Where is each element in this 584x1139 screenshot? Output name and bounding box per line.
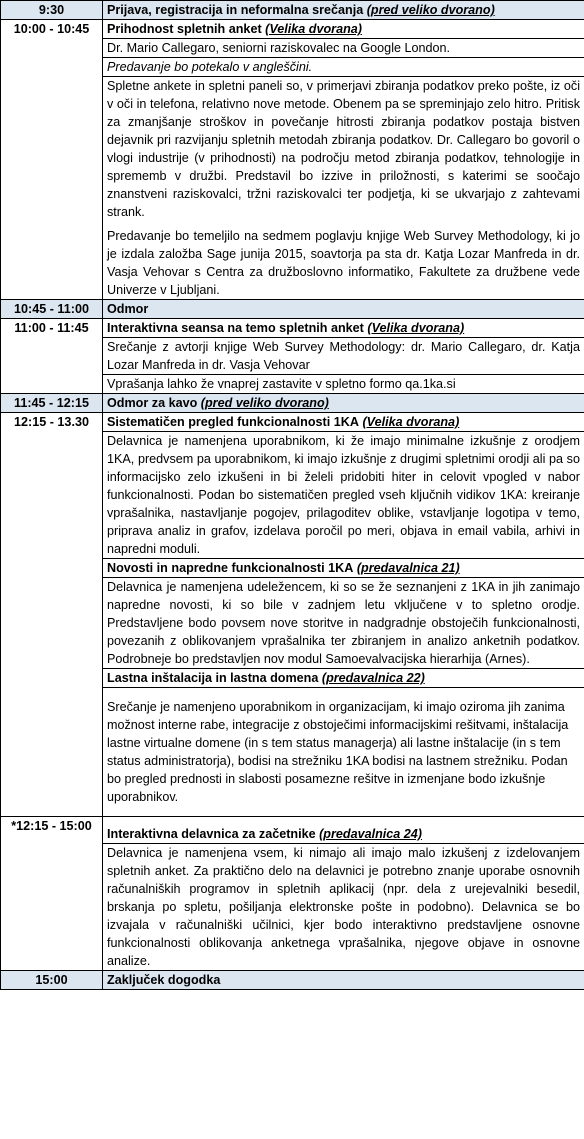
time-cell: 11:45 - 12:15 [1, 394, 103, 413]
session-title-cell [103, 1, 584, 20]
session-title: Prijava, registracija in neformalna srečanja [107, 3, 364, 17]
time-cell: 11:00 - 11:45 [1, 319, 103, 394]
session-title-cell [103, 413, 584, 432]
session-description: Delavnica je namenjena vsem, ki nimajo ali imajo malo izkušenj z izdelovanjem spletnih anket. Za praktično delo na delavnici je potrebno znanje uporabe osnovnih računalniških programov in spletnih aplikacij (npr. dela z urejevalniki besedil, brskanja po spletu, pošiljanja elektronske pošte in podobno). Delavnica se bo izvajala v računalniški učilnici, kjer bodo interaktivno predstavljene osnovne funkcionalnosti oblikovanja anketnega vprašalnika, njegove objave in osnovne analize. [103, 844, 584, 971]
session-title-cell [103, 817, 584, 844]
session-location: (pred veliko dvorano) [200, 396, 329, 410]
session-title: Odmor za kavo [107, 396, 198, 410]
session-location: (predavalnica 24) [319, 827, 423, 841]
row-future-web-surveys-title [1, 20, 584, 39]
description-paragraph-2: Predavanje bo temeljilo na sedmem poglavju knjige Web Survey Methodology, ki jo je izdala založba Sage junija 2015, soavtorja pa sta dr. Katja Lozar Manfreda in dr. Vasja Vehovar s Centra za družboslovno informatiko, Fakultete za družbene vede Univerze v Ljubljani. [107, 229, 580, 297]
row-workshop-1-title [1, 413, 584, 432]
session-location: (pred veliko dvorano) [366, 3, 495, 17]
session-title: Lastna inštalacija in lastna domena [107, 671, 319, 685]
session-description [103, 77, 584, 300]
time-cell: *12:15 - 15:00 [1, 817, 103, 971]
session-title: Sistematičen pregled funkcionalnosti 1KA [107, 415, 359, 429]
language-note: Predavanje bo potekalo v angleščini. [103, 58, 584, 77]
time-cell: 10:45 - 11:00 [1, 300, 103, 319]
session-title: Zaključek dogodka [107, 973, 221, 987]
session-title-cell [103, 559, 584, 578]
session-title: Novosti in napredne funkcionalnosti 1KA [107, 561, 354, 575]
session-title: Interaktivna seansa na temo spletnih anket [107, 321, 364, 335]
session-location: (Velika dvorana) [362, 415, 460, 429]
session-title: Prihodnost spletnih anket [107, 22, 262, 36]
session-title: Odmor [107, 302, 149, 316]
time-cell: 15:00 [1, 971, 103, 990]
row-registration [1, 1, 584, 20]
session-location: (Velika dvorana) [265, 22, 362, 36]
description-paragraph-1: Spletne ankete in spletni paneli so, v primerjavi zbiranja podatkov preko pošte, iz oči v oči in telefona, relativno nove metode. Obenem pa se spreminjajo zelo hitro. Pritisk za zmanjšanje stroškov in povečanje hitrosti zbiranja podatkov postaja bistven dejavnik pri razvijanju spletnih metodah zbiranja podatkov. Dr. Callegaro bo govoril o vlogi industrije (v prihodnosti) na področju metod zbiranja podatkov, tehnologije in sprememb v družbi. Predstavil bo izzive in priložnosti, s katerimi se soočajo znanstveni raziskovalci, tržni raziskovalci ter podjetja, ki se ukvarjajo z zahtevami strank. [107, 79, 580, 219]
session-text: Srečanje z avtorji knjige Web Survey Methodology: dr. Mario Callegaro, dr. Katja Lozar Manfreda in dr. Vasja Vehovar [103, 338, 584, 375]
session-location: (Velika dvorana) [367, 321, 465, 335]
speaker-text: Dr. Mario Callegaro, seniorni raziskovalec na Google London. [103, 39, 584, 58]
time-cell: 9:30 [1, 1, 103, 20]
session-description: Delavnica je namenjena udeležencem, ki so se že seznanjeni z 1KA in jih zanimajo napredne novosti, ki so bile v zadnjem letu vključene v to spletno orodje. Predstavljene bodo povsem nove storitve in nadgradnje obstoječih funkcionalnosti, povezanih z oblikovanjem vprašalnika ter zbiranjem in analizo anketnih podatkov. Podrobneje bo predstavljen nov modul Samoevalvacijska hierarhija (Arnes). [103, 578, 584, 669]
session-title-cell [103, 300, 584, 319]
time-cell: 12:15 - 13.30 [1, 413, 103, 817]
row-closing [1, 971, 584, 990]
session-title-cell [103, 669, 584, 688]
session-description: Delavnica je namenjena uporabnikom, ki že imajo minimalne izkušnje z orodjem 1KA, predvsem pa uporabnikom, ki imajo izkušnje z drugimi spletnimi orodji ali pa so informacijsko zelo izkušeni in bi želeli pridobiti hiter in celovit vpogled v nabor funkcionalnosti. Podan bo sistematičen pregled vseh ključnih vidikov 1KA: kreiranje vprašalnika, nastavljanje pogojev, prilagoditev oblike, vstavljanje logotipa v temo, priprava analiz in grafov, izdelava poročil po meri, objava in email vabila, arhivi in napredni moduli. [103, 432, 584, 559]
session-location: (predavalnica 21) [356, 561, 460, 575]
row-coffee-break [1, 394, 584, 413]
row-beginner-workshop-title [1, 817, 584, 844]
session-title-cell [103, 20, 584, 39]
session-title-cell [103, 319, 584, 338]
session-title-cell [103, 394, 584, 413]
row-break [1, 300, 584, 319]
session-location: (predavalnica 22) [321, 671, 425, 685]
session-title: Interaktivna delavnica za začetnike [107, 827, 316, 841]
row-interactive-session-title [1, 319, 584, 338]
session-description: Srečanje je namenjeno uporabnikom in organizacijam, ki imajo oziroma jih zanima možnost interne rabe, integracije z obstoječimi informacijskimi rešitvami, inštalacija lastne virtualne domene (in s tem status managerja) ali lastne inštalacije (in s tem status administratorja), bodisi na strežniku 1KA bodisi na lastnem strežniku. Podan bo pregled prednosti in slabosti posamezne rešitve in izmenjane bodo izkušnje uporabnikov. [103, 688, 584, 817]
session-text: Vprašanja lahko že vnaprej zastavite v spletno formo qa.1ka.si [103, 375, 584, 394]
time-cell: 10:00 - 10:45 [1, 20, 103, 300]
session-title-cell [103, 971, 584, 990]
